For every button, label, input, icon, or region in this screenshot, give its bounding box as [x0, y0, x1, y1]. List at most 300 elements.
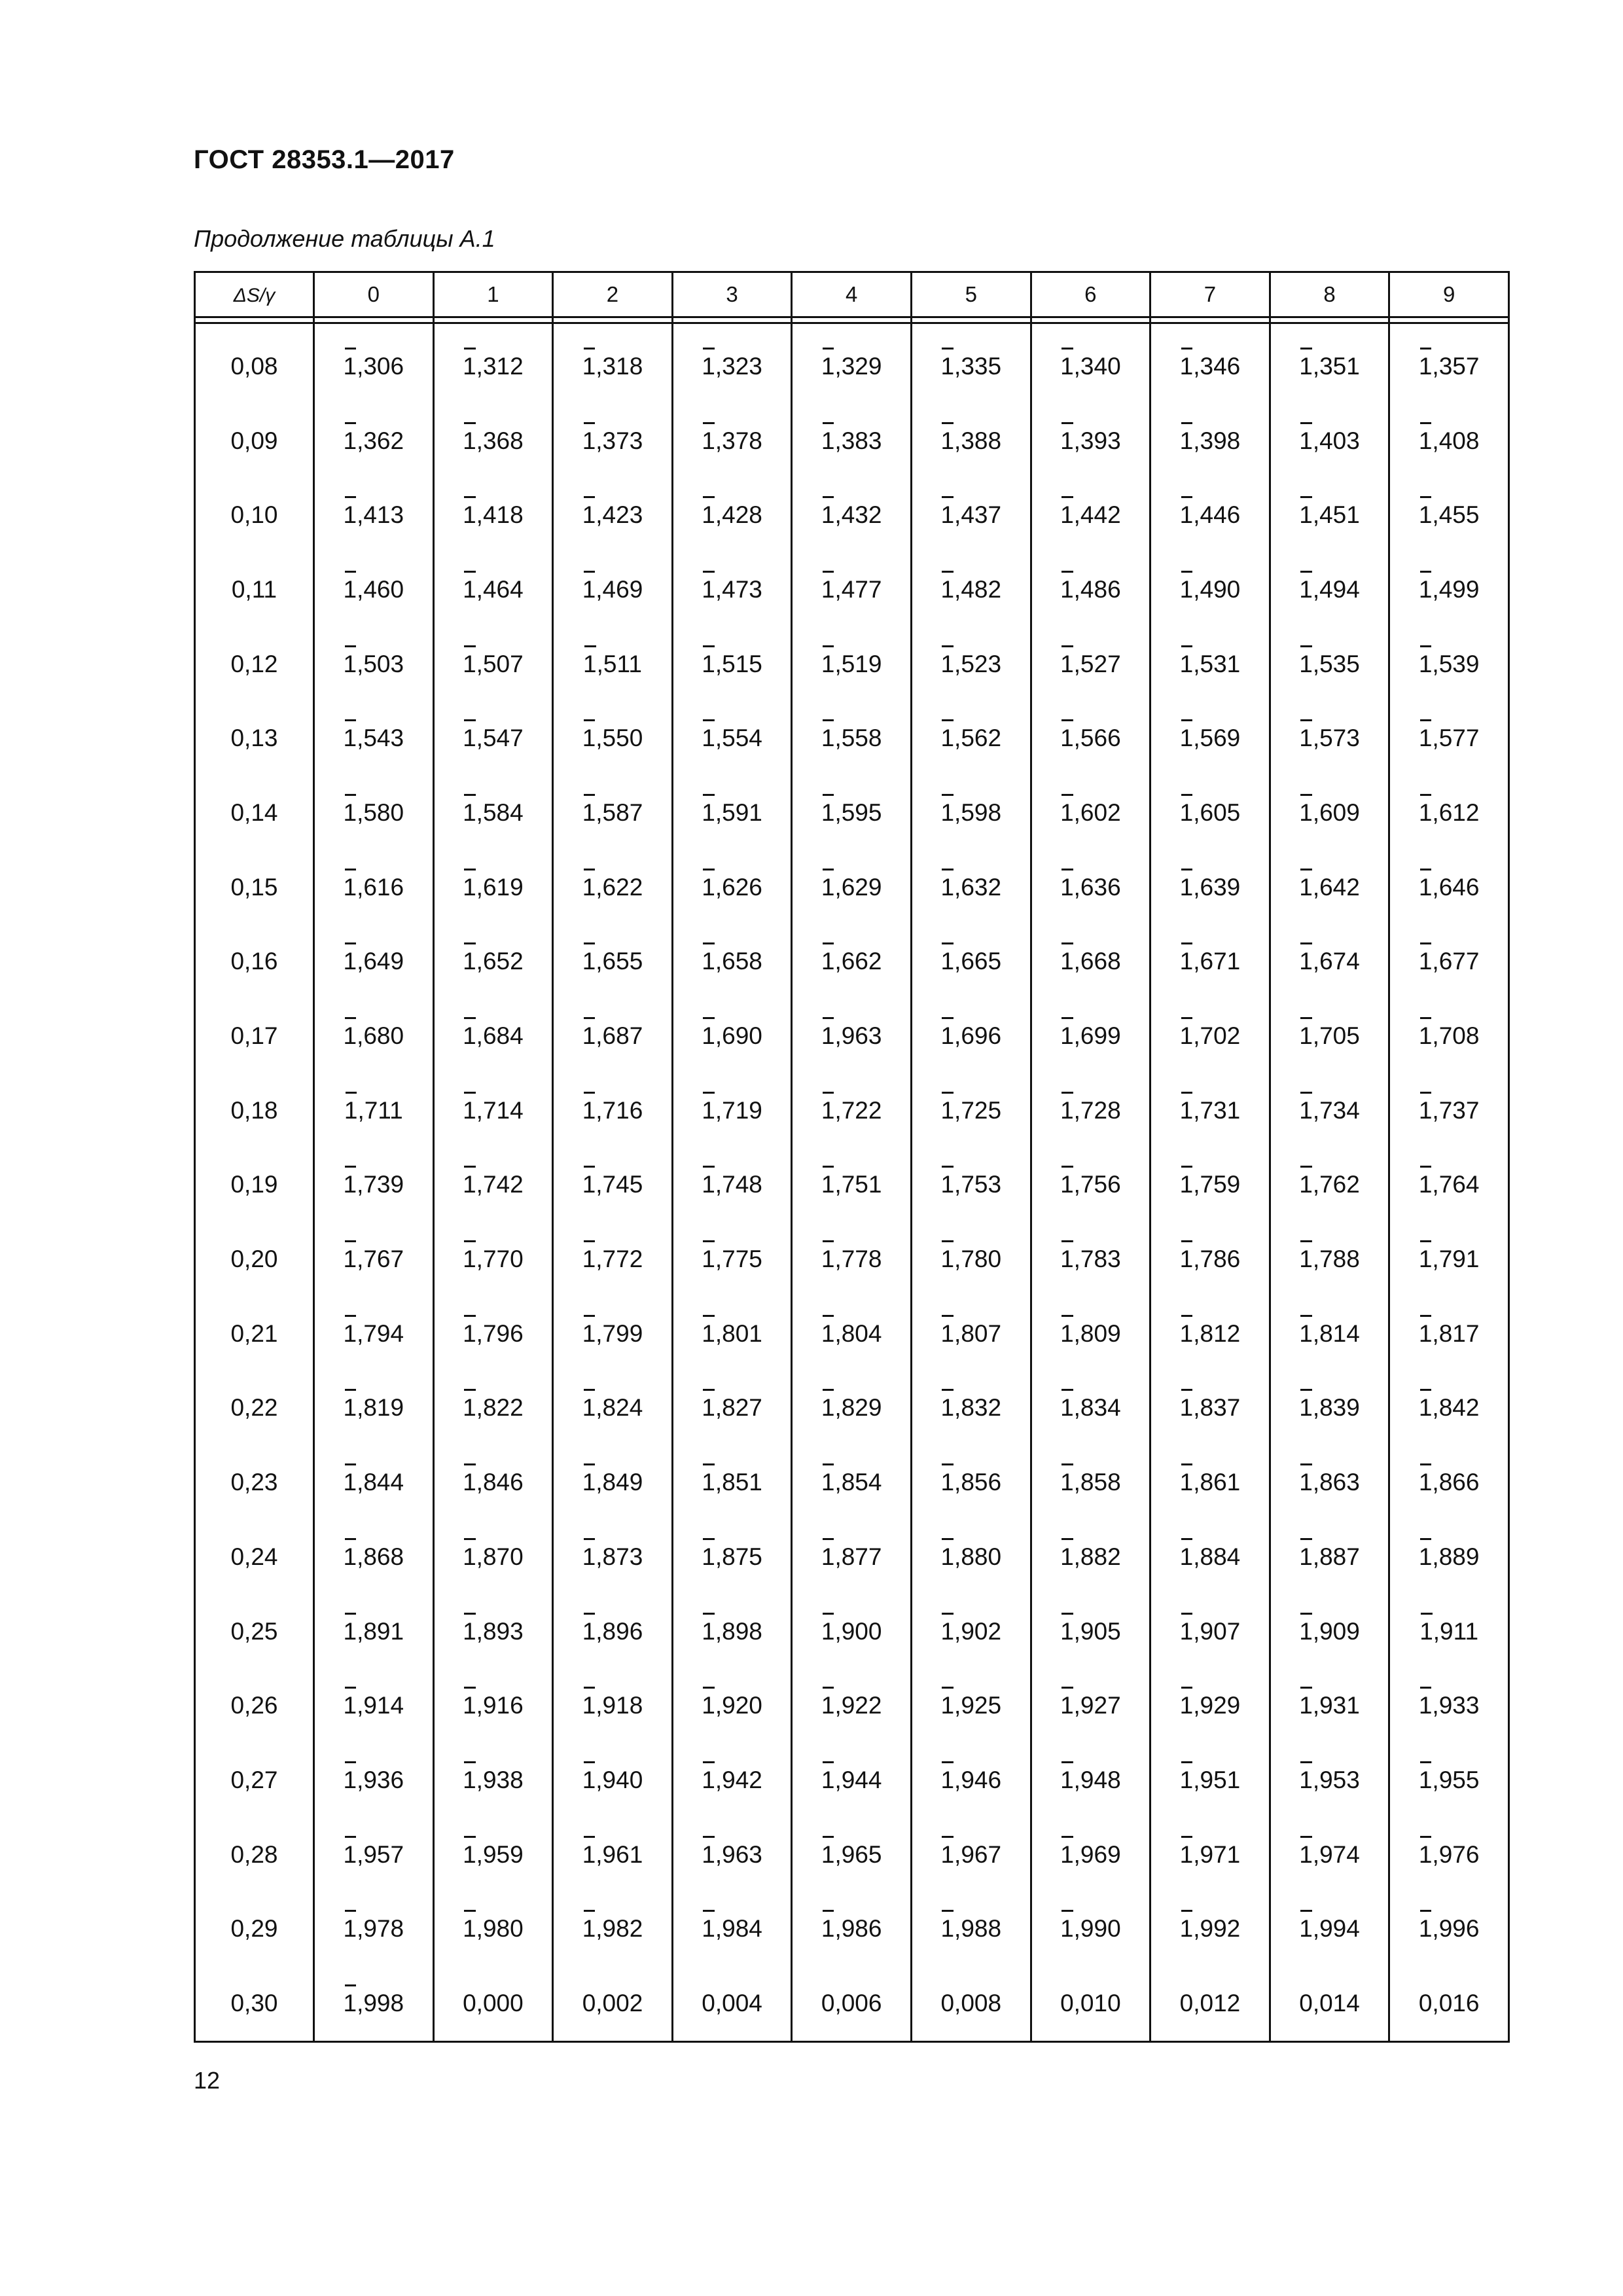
mantissa-value: ,605	[1193, 798, 1241, 826]
mantissa-value: ,584	[476, 798, 524, 826]
bar-one-characteristic: 1	[582, 1692, 596, 1719]
bar-one-characteristic: 1	[582, 1543, 596, 1570]
mantissa-value: ,756	[1073, 1171, 1121, 1198]
table-cell	[911, 701, 1031, 776]
bar-one-characteristic: 1	[343, 427, 357, 454]
table-cell	[792, 1594, 912, 1669]
mantissa-value: ,880	[954, 1543, 1002, 1570]
mantissa-value: ,988	[954, 1915, 1002, 1943]
header-separator-cell	[433, 317, 553, 323]
mantissa-value: ,783	[1073, 1246, 1121, 1273]
table-cell	[314, 627, 434, 702]
table-cell	[1389, 1594, 1509, 1669]
table-cell	[433, 1445, 553, 1520]
table-cell	[911, 1668, 1031, 1743]
mantissa-value: ,428	[715, 501, 762, 529]
table-cell	[314, 552, 434, 627]
bar-one-characteristic: 1	[343, 1394, 357, 1422]
bar-one-characteristic: 1	[1299, 501, 1313, 529]
table-cell	[433, 404, 553, 478]
table-cell	[911, 323, 1031, 404]
table-cell	[1150, 850, 1270, 925]
bar-one-characteristic: 1	[702, 1692, 715, 1719]
table-cell	[792, 1668, 912, 1743]
row-key-cell: 0,16	[195, 925, 314, 999]
row-key-cell: 0,25	[195, 1594, 314, 1669]
table-cell	[1270, 1818, 1389, 1892]
mantissa-value: ,543	[357, 725, 404, 752]
bar-one-characteristic: 1	[1179, 948, 1194, 975]
row-key-cell: 0,18	[195, 1073, 314, 1148]
table-cell	[672, 1222, 792, 1297]
bar-one-characteristic: 1	[1060, 1246, 1074, 1273]
mantissa-value: ,804	[834, 1319, 882, 1347]
bar-one-characteristic: 1	[1179, 1246, 1194, 1273]
mantissa-value: ,788	[1312, 1246, 1360, 1273]
bar-one-characteristic: 1	[1418, 1171, 1433, 1198]
mantissa-value: ,933	[1432, 1692, 1480, 1719]
table-cell	[314, 701, 434, 776]
mantissa-value: ,753	[954, 1171, 1002, 1198]
bar-one-characteristic: 1	[821, 1246, 835, 1273]
table-cell	[1270, 404, 1389, 478]
table-cell	[314, 1445, 434, 1520]
bar-one-characteristic: 1	[582, 1394, 596, 1422]
header-separator-cell	[792, 317, 912, 323]
mantissa-value: ,622	[596, 873, 643, 901]
bar-one-characteristic: 1	[1179, 1394, 1194, 1422]
mantissa-value: ,646	[1432, 873, 1480, 901]
bar-one-characteristic: 1	[1418, 575, 1433, 603]
mantissa-value: ,978	[357, 1915, 404, 1943]
mantissa-value: ,965	[834, 1840, 882, 1868]
mantissa-value: ,745	[596, 1171, 643, 1198]
table-cell	[911, 1073, 1031, 1148]
mantissa-value: ,340	[1073, 352, 1121, 380]
bar-one-characteristic: 1	[582, 575, 596, 603]
mantissa-value: ,794	[357, 1319, 404, 1347]
mantissa-value: ,767	[357, 1246, 404, 1273]
table-cell	[1150, 478, 1270, 552]
mantissa-value: ,955	[1432, 1766, 1480, 1793]
mantissa-value: ,687	[596, 1022, 643, 1050]
mantissa-value: ,940	[596, 1766, 643, 1793]
table-cell	[911, 999, 1031, 1073]
bar-one-characteristic: 1	[343, 1246, 357, 1273]
bar-one-characteristic: 1	[343, 1319, 357, 1347]
mantissa-value: ,807	[954, 1319, 1002, 1347]
mantissa-value: ,451	[1312, 501, 1360, 529]
mantissa-value: ,674	[1312, 948, 1360, 975]
bar-one-characteristic: 1	[702, 1394, 715, 1422]
table-cell	[1270, 1073, 1389, 1148]
bar-one-characteristic: 1	[1179, 427, 1194, 454]
bar-one-characteristic: 1	[1060, 427, 1074, 454]
bar-one-characteristic: 1	[1299, 1543, 1313, 1570]
mantissa-value: ,418	[476, 501, 524, 529]
bar-one-characteristic: 1	[463, 427, 476, 454]
bar-one-characteristic: 1	[1418, 1319, 1433, 1347]
bar-one-characteristic: 1	[1179, 725, 1194, 752]
table-cell	[433, 552, 553, 627]
table-cell	[1270, 1594, 1389, 1669]
bar-one-characteristic: 1	[1418, 352, 1433, 380]
mantissa-value: ,323	[715, 352, 762, 380]
mantissa-value: ,814	[1312, 1319, 1360, 1347]
column-header-9: 9	[1389, 272, 1509, 317]
mantissa-value: ,473	[715, 575, 762, 603]
table-cell	[314, 1743, 434, 1818]
mantissa-value: ,373	[596, 427, 643, 454]
bar-one-characteristic: 1	[463, 1319, 476, 1347]
mantissa-value: ,408	[1432, 427, 1480, 454]
column-header-5: 5	[911, 272, 1031, 317]
mantissa-value: ,900	[834, 1617, 882, 1645]
bar-one-characteristic: 1	[702, 1766, 715, 1793]
bar-one-characteristic: 1	[821, 1543, 835, 1570]
table-cell: 0,010	[1031, 1966, 1150, 2041]
table-cell	[672, 1445, 792, 1520]
mantissa-value: ,990	[1073, 1915, 1121, 1943]
table-cell	[1389, 999, 1509, 1073]
bar-one-characteristic: 1	[1060, 1617, 1074, 1645]
table-cell	[1150, 1371, 1270, 1446]
bar-one-characteristic: 1	[1060, 1692, 1074, 1719]
table-cell	[433, 1818, 553, 1892]
row-key-cell: 0,28	[195, 1818, 314, 1892]
table-cell	[1389, 1520, 1509, 1594]
mantissa-value: ,911	[1433, 1617, 1479, 1645]
table-cell	[911, 1297, 1031, 1371]
page-number: 12	[194, 2067, 221, 2094]
mantissa-value: ,329	[834, 352, 882, 380]
mantissa-value: ,963	[834, 1022, 882, 1050]
table-cell	[433, 850, 553, 925]
table-cell	[314, 1073, 434, 1148]
mantissa-value: ,612	[1432, 798, 1480, 826]
column-header-8: 8	[1270, 272, 1389, 317]
bar-one-characteristic: 1	[1418, 1840, 1433, 1868]
mantissa-value: ,877	[834, 1543, 882, 1570]
table-cell	[553, 1818, 673, 1892]
table-row	[195, 627, 1509, 702]
table-cell	[314, 1297, 434, 1371]
bar-one-characteristic: 1	[463, 352, 476, 380]
table-cell	[1389, 323, 1509, 404]
bar-one-characteristic: 1	[702, 725, 715, 752]
bar-one-characteristic: 1	[343, 798, 357, 826]
row-key-cell: 0,09	[195, 404, 314, 478]
table-row	[195, 999, 1509, 1073]
bar-one-characteristic: 1	[940, 1766, 955, 1793]
mantissa-value: ,817	[1432, 1319, 1480, 1347]
bar-one-characteristic: 1	[1299, 1692, 1313, 1719]
table-row	[195, 1073, 1509, 1148]
mantissa-value: ,748	[715, 1171, 762, 1198]
table-cell	[792, 627, 912, 702]
mantissa-value: ,639	[1193, 873, 1241, 901]
mantissa-value: ,558	[834, 725, 882, 752]
table-cell	[1031, 1371, 1150, 1446]
bar-one-characteristic: 1	[940, 873, 955, 901]
mantissa-value: ,994	[1312, 1915, 1360, 1943]
mantissa-value: ,708	[1432, 1022, 1480, 1050]
table-cell	[1389, 552, 1509, 627]
table-cell	[672, 1594, 792, 1669]
mantissa-value: ,870	[476, 1543, 524, 1570]
mantissa-value: ,772	[596, 1246, 643, 1273]
mantissa-value: ,822	[476, 1394, 524, 1422]
mantissa-value: ,728	[1073, 1096, 1121, 1124]
bar-one-characteristic: 1	[1179, 798, 1194, 826]
bar-one-characteristic: 1	[343, 650, 357, 677]
mantissa-value: ,388	[954, 427, 1002, 454]
table-row	[195, 776, 1509, 850]
bar-one-characteristic: 1	[821, 873, 835, 901]
mantissa-value: ,929	[1193, 1692, 1241, 1719]
mantissa-value: ,868	[357, 1543, 404, 1570]
mantissa-value: ,861	[1193, 1469, 1241, 1496]
table-cell	[1270, 1222, 1389, 1297]
mantissa-value: ,953	[1312, 1766, 1360, 1793]
bar-one-characteristic: 1	[1179, 1543, 1194, 1570]
table-cell	[553, 1371, 673, 1446]
mantissa-value: ,778	[834, 1246, 882, 1273]
mantissa-value: ,819	[357, 1394, 404, 1422]
row-key-cell: 0,27	[195, 1743, 314, 1818]
table-cell	[911, 627, 1031, 702]
bar-one-characteristic: 1	[1418, 1394, 1433, 1422]
bar-one-characteristic: 1	[343, 1692, 357, 1719]
table-cell	[792, 1520, 912, 1594]
bar-one-characteristic: 1	[940, 1543, 955, 1570]
table-cell	[1270, 323, 1389, 404]
bar-one-characteristic: 1	[1179, 1766, 1194, 1793]
mantissa-value: ,963	[715, 1840, 762, 1868]
table-cell: 0,004	[672, 1966, 792, 2041]
table-cell	[672, 999, 792, 1073]
table-cell	[1389, 1297, 1509, 1371]
table-row	[195, 1148, 1509, 1223]
mantissa-value: ,882	[1073, 1543, 1121, 1570]
bar-one-characteristic: 1	[821, 650, 835, 677]
bar-one-characteristic: 1	[343, 1766, 357, 1793]
mantissa-value: ,511	[596, 650, 642, 677]
mantissa-value: ,891	[357, 1617, 404, 1645]
table-cell	[433, 701, 553, 776]
header-separator-cell	[1150, 317, 1270, 323]
row-key-cell: 0,08	[195, 323, 314, 404]
table-cell	[1270, 1297, 1389, 1371]
mantissa-value: ,680	[357, 1022, 404, 1050]
mantissa-value: ,699	[1073, 1022, 1121, 1050]
table-cell	[792, 1222, 912, 1297]
mantissa-value: ,378	[715, 427, 762, 454]
mantissa-value: ,739	[357, 1171, 404, 1198]
table-row	[195, 1371, 1509, 1446]
table-cell	[672, 552, 792, 627]
bar-one-characteristic: 1	[344, 1096, 358, 1124]
mantissa-value: ,716	[596, 1096, 643, 1124]
bar-one-characteristic: 1	[1179, 352, 1194, 380]
table-cell	[792, 701, 912, 776]
header-separator-cell	[1389, 317, 1509, 323]
mantissa-value: ,602	[1073, 798, 1121, 826]
table-cell	[792, 1297, 912, 1371]
mantissa-value: ,893	[476, 1617, 524, 1645]
table-cell	[1031, 1520, 1150, 1594]
mantissa-value: ,762	[1312, 1171, 1360, 1198]
table-cell	[553, 1743, 673, 1818]
mantissa-value: ,446	[1193, 501, 1241, 529]
bar-one-characteristic: 1	[1299, 1915, 1313, 1943]
mantissa-value: ,696	[954, 1022, 1002, 1050]
bar-one-characteristic: 1	[702, 873, 715, 901]
table-row	[195, 1297, 1509, 1371]
table-cell	[1150, 404, 1270, 478]
table-cell	[553, 552, 673, 627]
mantissa-value: ,455	[1432, 501, 1480, 529]
bar-one-characteristic: 1	[1299, 1022, 1313, 1050]
table-cell	[1031, 478, 1150, 552]
mantissa-value: ,884	[1193, 1543, 1241, 1570]
header-separator-cell	[1270, 317, 1389, 323]
row-key-cell: 0,10	[195, 478, 314, 552]
mantissa-value: ,725	[954, 1096, 1002, 1124]
bar-one-characteristic: 1	[1060, 650, 1074, 677]
mantissa-value: ,499	[1432, 575, 1480, 603]
bar-one-characteristic: 1	[1179, 1171, 1194, 1198]
table-cell	[1389, 478, 1509, 552]
mantissa-value: ,759	[1193, 1171, 1241, 1198]
mantissa-value: ,665	[954, 948, 1002, 975]
mantissa-value: ,636	[1073, 873, 1121, 901]
table-cell	[1270, 627, 1389, 702]
mantissa-value: ,834	[1073, 1394, 1121, 1422]
table-cell	[433, 478, 553, 552]
mantissa-value: ,722	[834, 1096, 882, 1124]
table-cell	[433, 1073, 553, 1148]
table-cell	[433, 1668, 553, 1743]
table-body	[195, 323, 1509, 2042]
table-cell	[911, 1594, 1031, 1669]
bar-one-characteristic: 1	[1060, 1766, 1074, 1793]
row-key-cell: 0,14	[195, 776, 314, 850]
bar-one-characteristic: 1	[821, 575, 835, 603]
table-cell	[1270, 925, 1389, 999]
bar-one-characteristic: 1	[821, 427, 835, 454]
bar-one-characteristic: 1	[1299, 1394, 1313, 1422]
mantissa-value: ,875	[715, 1543, 762, 1570]
mantissa-value: ,383	[834, 427, 882, 454]
table-cell	[553, 404, 673, 478]
bar-one-characteristic: 1	[1179, 1096, 1194, 1124]
mantissa-value: ,569	[1193, 725, 1241, 752]
bar-one-characteristic: 1	[1418, 873, 1433, 901]
table-cell	[433, 1743, 553, 1818]
table-cell	[314, 323, 434, 404]
mantissa-value: ,515	[715, 650, 762, 677]
table-cell: 0,002	[553, 1966, 673, 2041]
bar-one-characteristic: 1	[582, 352, 596, 380]
row-key-cell: 0,21	[195, 1297, 314, 1371]
bar-one-characteristic: 1	[1299, 650, 1313, 677]
table-cell	[1150, 1668, 1270, 1743]
bar-one-characteristic: 1	[1418, 1096, 1433, 1124]
bar-one-characteristic: 1	[821, 501, 835, 529]
mantissa-value: ,523	[954, 650, 1002, 677]
bar-one-characteristic: 1	[1299, 1766, 1313, 1793]
bar-one-characteristic: 1	[1060, 873, 1074, 901]
table-cell	[1389, 1818, 1509, 1892]
column-header-4: 4	[792, 272, 912, 317]
bar-one-characteristic: 1	[702, 1469, 715, 1496]
table-cell	[1031, 1148, 1150, 1223]
bar-one-characteristic: 1	[1060, 1171, 1074, 1198]
table-cell	[1270, 1668, 1389, 1743]
bar-one-characteristic: 1	[582, 427, 596, 454]
mantissa-value: ,432	[834, 501, 882, 529]
bar-one-characteristic: 1	[702, 1022, 715, 1050]
bar-one-characteristic: 1	[463, 948, 476, 975]
table-cell	[1389, 1892, 1509, 1966]
bar-one-characteristic: 1	[1299, 575, 1313, 603]
table-cell	[1270, 1892, 1389, 1966]
mantissa-value: ,846	[476, 1469, 524, 1496]
table-cell	[553, 1297, 673, 1371]
table-cell	[1150, 999, 1270, 1073]
bar-one-characteristic: 1	[1299, 725, 1313, 752]
table-row	[195, 1222, 1509, 1297]
mantissa-value: ,351	[1312, 352, 1360, 380]
bar-one-characteristic: 1	[1060, 1543, 1074, 1570]
mantissa-value: ,791	[1432, 1246, 1480, 1273]
table-cell	[553, 1073, 673, 1148]
bar-one-characteristic: 1	[343, 1915, 357, 1943]
bar-one-characteristic: 1	[463, 1246, 476, 1273]
table-cell	[1389, 627, 1509, 702]
row-key-cell: 0,20	[195, 1222, 314, 1297]
bar-one-characteristic: 1	[1299, 1171, 1313, 1198]
mantissa-value: ,837	[1193, 1394, 1241, 1422]
bar-one-characteristic: 1	[582, 948, 596, 975]
mantissa-value: ,652	[476, 948, 524, 975]
mantissa-value: ,889	[1432, 1543, 1480, 1570]
bar-one-characteristic: 1	[1060, 1915, 1074, 1943]
mantissa-value: ,922	[834, 1692, 882, 1719]
table-cell: 0,000	[433, 1966, 553, 2041]
mantissa-value: ,832	[954, 1394, 1002, 1422]
mantissa-value: ,482	[954, 575, 1002, 603]
mantissa-value: ,566	[1073, 725, 1121, 752]
mantissa-value: ,967	[954, 1840, 1002, 1868]
mantissa-value: ,362	[357, 427, 404, 454]
bar-one-characteristic: 1	[463, 1543, 476, 1570]
table-cell	[911, 1743, 1031, 1818]
table-header-row	[195, 272, 1509, 317]
row-key-cell: 0,29	[195, 1892, 314, 1966]
table-cell	[672, 1520, 792, 1594]
bar-one-characteristic: 1	[702, 1246, 715, 1273]
bar-one-characteristic: 1	[940, 1840, 955, 1868]
table-cell	[553, 1668, 673, 1743]
bar-one-characteristic: 1	[940, 650, 955, 677]
mantissa-value: ,824	[596, 1394, 643, 1422]
bar-one-characteristic: 1	[821, 798, 835, 826]
bar-one-characteristic: 1	[1418, 798, 1433, 826]
bar-one-characteristic: 1	[1060, 725, 1074, 752]
bar-one-characteristic: 1	[940, 1171, 955, 1198]
